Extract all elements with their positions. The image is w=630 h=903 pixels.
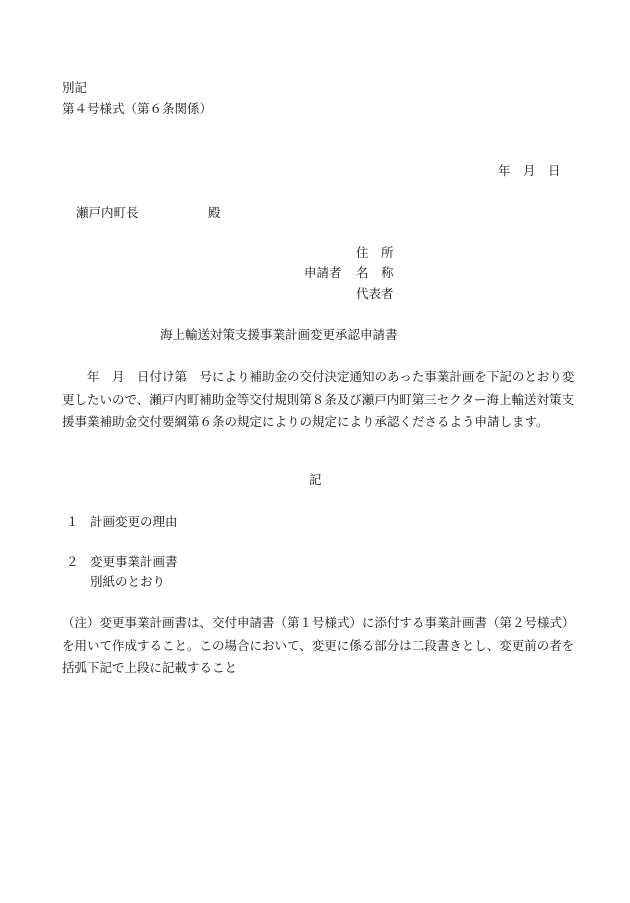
form-number: 第４号様式（第６条関係）	[62, 101, 213, 116]
applicant-label: 申請者	[304, 265, 342, 280]
applicant-representative: 代表者	[356, 286, 394, 301]
item-2-number: ２	[66, 554, 79, 569]
addressee-name: 瀬戸内町長	[76, 205, 139, 220]
item-1-label: 計画変更の理由	[90, 514, 178, 529]
ki-heading: 記	[309, 472, 322, 487]
applicant-address: 住 所	[356, 245, 394, 260]
item-2-label: 変更事業計画書	[90, 554, 178, 569]
item-1-number: １	[66, 514, 79, 529]
document-title: 海上輸送対策支援事業計画変更承認申請書	[160, 327, 398, 342]
request-paragraph: 年 月 日付け第 号により補助金の交付決定通知のあった事業計画を下記のとおり変更したいので、瀬戸内町補助金等交付規則第８条及び瀬戸内町第三セクター海上輸送対策支援事業補助金交付要綱第６条の規定によりの規定により承認くださるよう申請します。	[62, 369, 575, 429]
note-paragraph: （注）変更事業計画書は、交付申請書（第１号様式）に添付する事業計画書（第２号様式）を用いて作成すること。この場合において、変更に係る部分は二段書きとし、変更前の者を括弧下記で上段に記載すること	[62, 615, 575, 675]
betsuki-label: 別記	[62, 80, 88, 95]
date-field: 年 月 日	[498, 163, 561, 178]
applicant-name: 名 称	[356, 265, 394, 280]
addressee-honorific: 殿	[208, 205, 221, 220]
item-2-detail: 別紙のとおり	[90, 574, 166, 589]
